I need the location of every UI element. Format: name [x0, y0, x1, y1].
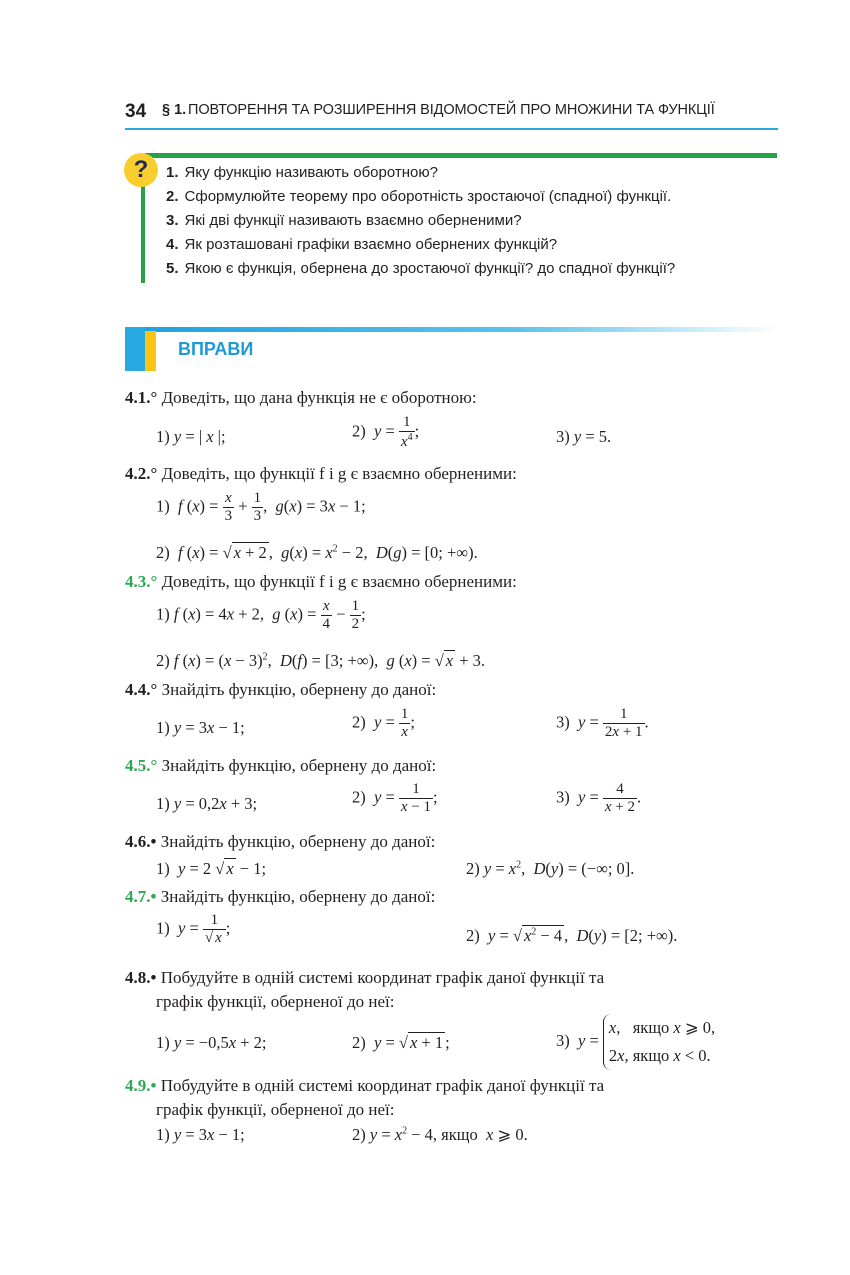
running-title: ПОВТОРЕННЯ ТА РОЗШИРЕННЯ ВІДОМОСТЕЙ ПРО МНОЖИНИ ТА ФУНКЦІЇ — [188, 102, 715, 118]
formula: 2) $y = x^2$, D(y) = (−∞; 0]. — [466, 859, 635, 878]
header-rule — [125, 128, 778, 130]
formula: 3) y = 5. — [556, 427, 612, 446]
question-mark-icon: ? — [124, 153, 158, 187]
formula: 2) y = $\frac{1}{x}$ ; — [352, 706, 415, 740]
formula: 1) y = 2 √ x − 1; — [156, 859, 267, 878]
questions-top-bar — [145, 153, 777, 158]
formula: 1) y = 0,2x + 3; — [156, 794, 258, 813]
formula: 1) y = | x |; — [156, 427, 226, 446]
exercises-banner-stripe — [125, 327, 780, 332]
formula: 3) y = $\frac{1}{2x + 1}$ . — [556, 706, 649, 740]
formula: 2) $y = x^2 - 4$, якщо x ⩾ 0. — [352, 1125, 528, 1144]
question-item: 4. Як розташовані графіки взаємно обернених функцій? — [166, 236, 558, 253]
question-item: 2. Сформулюйте теорему про оборотність зростаючої (спадної) функції. — [166, 188, 672, 205]
formula: 1) y = 3x − 1; — [156, 1125, 245, 1144]
question-item: 5. Якою є функція, обернена до зростаючої функції? до спадної функції? — [166, 260, 676, 277]
exercise-4-8: 4.8.• Побудуйте в одній системі координат графік даної функції та — [125, 968, 605, 987]
exercises-flag-blue — [125, 327, 145, 371]
formula: 1) f (x) = $\frac{x}{3}$ + $\frac{1}{3}$ , g(x) = 3x − 1; — [156, 490, 366, 524]
section-label: § 1. — [162, 102, 187, 118]
exercise-4-2: 4.2.° Доведіть, що функції f і g є взаємно оберненими: — [125, 464, 517, 483]
exercises-flag-yellow — [145, 331, 156, 371]
exercise-4-7: 4.7.• Знайдіть функцію, обернену до даної: — [125, 887, 436, 906]
formula: 2) y = $\frac{1}{x - 1}$ ; — [352, 781, 438, 815]
formula: 2) y = √ $x^2 - 4$ , D(y) = [2; +∞). — [466, 926, 678, 945]
formula: 2) y = $\frac{1}{x^4}$ ; — [352, 414, 420, 450]
formula: 1) y = $\frac{1}{√ x}$ ; — [156, 912, 231, 946]
exercise-4-9: 4.9.• Побудуйте в одній системі координат графік даної функції та — [125, 1076, 605, 1095]
exercise-4-1: 4.1.° Доведіть, що дана функція не є оборотною: — [125, 388, 477, 407]
formula: 1) y = −0,5x + 2; — [156, 1033, 267, 1052]
formula: 2) y = √ x + 1 ; — [352, 1033, 450, 1052]
exercise-4-9-cont: графік функції, оберненої до неї: — [156, 1100, 395, 1119]
page-number: 34 — [125, 101, 147, 122]
exercise-4-4: 4.4.° Знайдіть функцію, обернену до даної: — [125, 680, 437, 699]
exercises-heading: ВПРАВИ — [178, 339, 254, 359]
formula: 3) y = $\frac{4}{x + 2}$ . — [556, 781, 642, 815]
formula: 2) f $(x) = (x - 3)^2$, D(f) = [3; +∞), g (x) = √ x + 3. — [156, 651, 486, 670]
exercise-4-3: 4.3.° Доведіть, що функції f і g є взаємно оберненими: — [125, 572, 517, 591]
formula: 2) f (x) = √ x + 2 , $g(x) = x^2 - 2$, D(g) = [0; +∞). — [156, 543, 478, 562]
formula: 1) f (x) = 4x + 2, g (x) = $\frac{x}{4}$ − $\frac{1}{2}$ ; — [156, 598, 366, 632]
exercise-4-8-cont: графік функції, оберненої до неї: — [156, 992, 395, 1011]
question-item: 1. Яку функцію називають оборотною? — [166, 164, 438, 181]
formula: 1) y = 3x − 1; — [156, 718, 245, 737]
exercise-4-6: 4.6.• Знайдіть функцію, обернену до даної: — [125, 832, 436, 851]
exercise-4-5: 4.5.° Знайдіть функцію, обернену до даної: — [125, 756, 437, 775]
formula: 3) y = x, якщо x ⩾ 0, 2x, якщо x < 0. — [556, 1014, 715, 1070]
question-item: 3. Які дві функції називають взаємно оберненими? — [166, 212, 522, 229]
